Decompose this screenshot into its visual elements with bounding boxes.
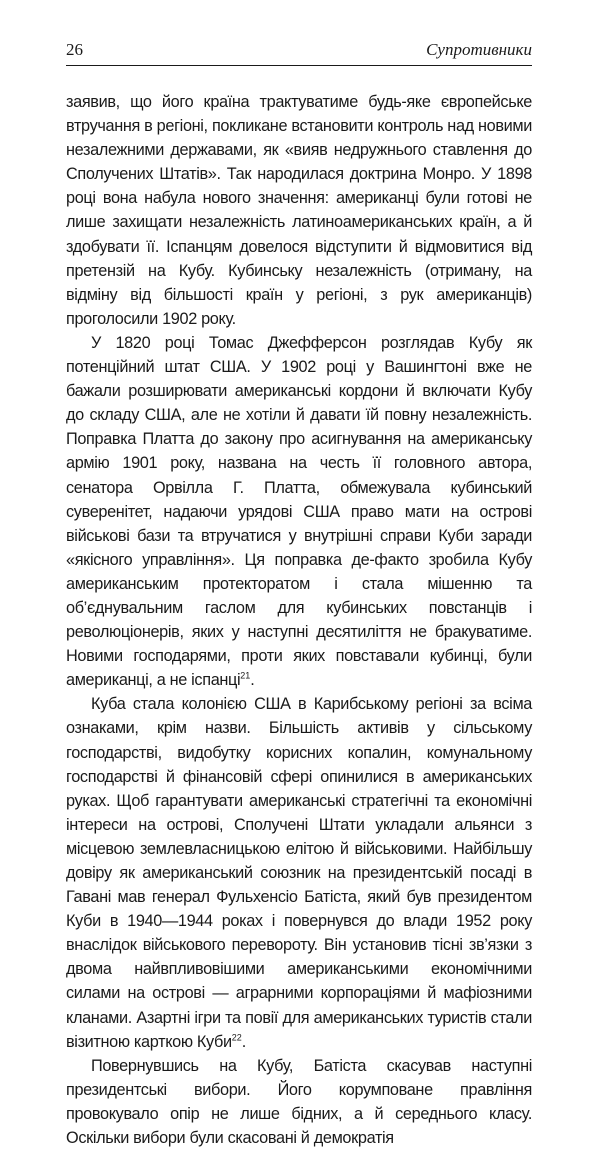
body-text — [66, 90, 532, 1150]
paragraph-1 — [66, 90, 532, 331]
paragraph-text: заявив, що його країна трактуватиме будь-яке європейське втручання в регіоні, покликане встановити контроль над новими незалежними державами, як «вияв недружнього ставлення до Сполучених Штатів». Так народилася доктрина Монро. У 1898 році вона набула нового значення: американці були готові не лише захищати незалежність латиноамериканських країн, а й здобувати її. Іспанцям довелося відступити й відмовитися від претензій на Кубу. Кубинську незалежність (отриману, на відміну від більшості країн у регіоні, з рук американців) проголосили 1902 року. — [66, 93, 532, 328]
footnote-marker: 21 — [240, 670, 251, 681]
paragraph-4 — [66, 1054, 532, 1150]
page-number: 26 — [66, 40, 83, 59]
header-rule — [66, 65, 532, 66]
paragraph-text: Куба стала колонією США в Карибському регіоні за всіма ознаками, крім назви. Більшість активів у сільському господарстві, видобутку корисних копалин, комунальному господарстві й фінансовій сфері опинилися в американських руках. Щоб гарантувати американські стратегічні та економічні інтереси на острові, Сполучені Штати укладали альянси з місцевою землевласницькою елітою й військовими. Найбільшу довіру як американський союзник на президентській посаді в Гавані мав генерал Фульхенсіо Батіста, який був президентом Куби в 1940—1944 роках і повернувся до влади 1952 року внаслідок військового перевороту. Він установив тісні зв’язки з двома найвпливовішими американськими економічними силами на острові — аграрними корпораціями й мафіозними кланами. Азартні ігри та повії для американських туристів стали візитною карткою Куби — [66, 695, 532, 1051]
running-title: Супротивники — [426, 40, 532, 59]
footnote-marker: 22 — [231, 1032, 242, 1043]
paragraph-text: Повернувшись на Кубу, Батіста скасував наступні президентські вибори. Його корумповане правління провокувало опір не лише бідних, а й середнього класу. Оскільки вибори були скасовані й демократія — [66, 1056, 532, 1148]
paragraph-text: У 1820 році Томас Джефферсон розглядав Кубу як потенційний штат США. У 1902 році у Вашингтоні вже не бажали розширювати американські кордони й включати Кубу до складу США, але не хотіли й давати їй повну незалежність. Поправка Платта до закону про асигнування на американську армію 1901 року, названа на честь її головного автора, сенатора Орвілла Г. Платта, обмежувала кубинський суверенітет, надаючи урядові США право мати на острові військові бази та втручатися у внутрішні справи Куби заради «якісного управління». Ця поправка де-факто зробила Кубу американським протекторатом і стала мішенню та об’єднувальним гаслом для кубинських повстанців і революціонерів, яких у наступні десятиліття не бракуватиме. Новими господарями, проти яких повставали кубинці, були американці, а не іспанці — [66, 333, 532, 690]
paragraph-3: Куба стала колонією США в Карибському регіоні за всіма ознаками, крім назви. Більшість активів у сільському господарстві, видобутку корисних копалин, комунальному господарстві й фінансовій сфері опинилися в американських руках. Щоб гарантувати американські стратегічні та економічні інтереси на острові, Сполучені Штати укладали альянси з місцевою землевласницькою елітою й військовими. Найбільшу довіру як американський союзник на президентській посаді в Гавані мав генерал Фульхенсіо Батіста, який був президентом Куби в 1940—1944 роках і повернувся до влади 1952 року внаслідок військового перевороту. Він установив тісні зв’язки з двома найвпливовішими американськими економічними силами на острові — аграрними корпораціями й мафіозними кланами. Азартні ігри та повії для американських туристів стали візитною карткою Куби$^{22}$. — [66, 695, 532, 1051]
page-header — [66, 40, 532, 60]
paragraph-2: У 1820 році Томас Джефферсон розглядав Кубу як потенційний штат США. У 1902 році у Вашингтоні вже не бажали розширювати американські кордони й включати Кубу до складу США, але не хотіли й давати їй повну незалежність. Поправка Платта до закону про асигнування на американську армію 1901 року, названа на честь її головного автора, сенатора Орвілла Г. Платта, обмежувала кубинський суверенітет, надаючи урядові США право мати на острові військові бази та втручатися у внутрішні справи Куби заради «якісного управління». Ця поправка де-факто зробила Кубу американським протекторатом і стала мішенню та об’єднувальним гаслом для кубинських повстанців і революціонерів, яких у наступні десятиліття не бракуватиме. Новими господарями, проти яких повставали кубинці, були американці, а не іспанці$^{21}$. — [66, 333, 532, 690]
